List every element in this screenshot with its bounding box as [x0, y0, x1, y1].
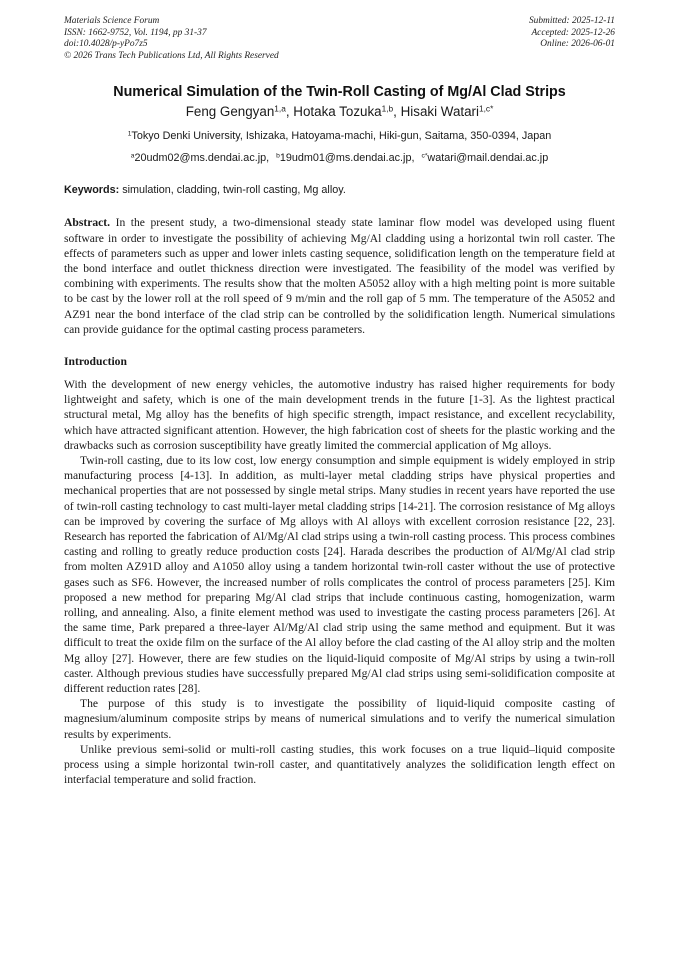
paragraph: Unlike previous semi-solid or multi-roll casting studies, this work focuses on a true liquid–liquid composite process using a simple horizontal twin-roll caster, and quantitatively analyzes the solidification length effect on interfacial temperature and solid fraction. [64, 742, 615, 787]
author-list [64, 103, 615, 121]
submitted-date: Submitted: 2025-12-11 [528, 16, 615, 26]
doi-line: doi:10.4028/p-yPo7z5 [64, 39, 148, 50]
introduction-body [64, 377, 615, 787]
online-date: Online: 2026-06-01 [540, 39, 615, 50]
keywords-text: simulation, cladding, twin-roll casting, Mg alloy. [119, 184, 346, 197]
paragraph: With the development of new energy vehicles, the automotive industry has raised higher requirements for body lightweight and safety, which is one of the main development trends in the future [1-3]. As the lightest practical structural metal, Mg alloy has the benefits of high specific strength, impact resistance, and excellent recyclability, which have attracted significant attention. However, the high fabrication cost of sheets for the plastic working and the drawbacks such as corrosion susceptibility have greatly limited the commercial application of Mg alloys. [64, 378, 615, 452]
journal-header [64, 16, 615, 62]
email-list [64, 151, 615, 165]
author: Hotaka Tozuka$^{1,b}$, [293, 103, 401, 120]
accepted-date: Accepted: 2025-12-26 [531, 27, 615, 38]
journal-name: Materials Science Forum [64, 16, 160, 26]
header-left [64, 16, 279, 62]
keywords-label: Keywords: [64, 184, 120, 197]
affiliation: $^1$Tokyo Denki University, Ishizaka, Hatoyama-machi, Hiki-gun, Saitama, 350-0394, Japan [127, 130, 552, 143]
issn-line: ISSN: 1662-9752, Vol. 1194, pp 31-37 [64, 27, 207, 38]
abstract-label: Abstract. [64, 216, 111, 230]
author: Hisaki Watari$^{1,c*}$ [400, 103, 494, 120]
author: Feng Gengyan$^{1,a}$, [185, 103, 294, 120]
email-address[interactable]: $^{c*}$watari@mail.dendai.ac.jp [421, 152, 549, 165]
paragraph: The purpose of this study is to investigate the possibility of liquid-liquid composite casting of magnesium/aluminum composite strips by means of numerical simulations and to verify the numerical simulation results by experiments. [64, 697, 615, 741]
abstract [64, 215, 615, 337]
header-right [529, 16, 615, 62]
abstract-text: In the present study, a two-dimensional steady state laminar flow model was developed using fluent software in order to investigate the possibility of achieving Mg/Al cladding using a horizontal twin roll caster. The effects of parameters such as upper and lower inlets casting sequence, solidification length on the temperature field at the bond interface and outlet thickness direction were investigated. The feasibility of the model was verified by combining with experiments. The results show that the molten A5052 alloy with a high melting point is more suitable to be cast by the lower roll at the roll speed of 9 m/min and the roll gap of 5 mm. The temperature of the A5052 and AZ91 near the bond interface of the clad strip can be controlled by the solidification length. Numerical simulations can provide guidance for the optimal casting process parameters. [64, 216, 615, 336]
paper-title: Numerical Simulation of the Twin-Roll Casting of Mg/Al Clad Strips [113, 84, 566, 101]
email-address[interactable]: $^b$19udm01@ms.dendai.ac.jp, [276, 152, 415, 165]
email-address[interactable]: $^a$20udm02@ms.dendai.ac.jp, [130, 152, 270, 165]
section-heading-introduction: Introduction [64, 355, 127, 368]
paragraph: Twin-roll casting, due to its low cost, low energy consumption and simple equipment is widely employed in strip manufacturing process [4-13]. In addition, as multi-layer metal cladding strips have physical properties and mechanical properties that are not possessed by single metal strips. Many studies in recent years have reported the use of twin-roll casting technology to cast multi-layer metal cladding strips [14-21]. The corrosion resistance of Mg alloys can be improved by covering the surface of Mg alloys with Al alloys with excellent corrosion resistance [22, 23]. Research has reported the fabrication of Al/Mg/Al clad strips using a twin-roll casting process. This process combines casting and rolling to greatly reduce production costs [24]. Harada describes the production of Al/Mg/Al clad strip from molten AZ91D alloy and A1050 alloy using a tandem horizontal twin-roll caster without the use of protective gases such as SF6. However, the increased number of rolls complicates the control of process parameters [25]. Kim proposed a new method for preparing Mg/Al clad strips that include continuous casting, homogenization, warm rolling, and annealing. Also, a finite element method was used to investigate the casting process parameters [26]. At the same time, Park prepared a three-layer Al/Mg/Al clad strip using the same method and equipment. But it was difficult to treat the oxide film on the surface of the Al alloy before the clad casting of the Al alloy strip and the molten Mg alloy [27]. However, there are few studies on the liquid-liquid composite of Mg/Al strips by using a twin-roll caster. Although previous studies have successfully prepared Mg/Al clad strips using semi-solidification composite at different reduction rates [28]. [64, 454, 615, 696]
copyright-line: © 2026 Trans Tech Publications Ltd, All Rights Reserved [64, 50, 279, 61]
keywords [64, 183, 615, 197]
